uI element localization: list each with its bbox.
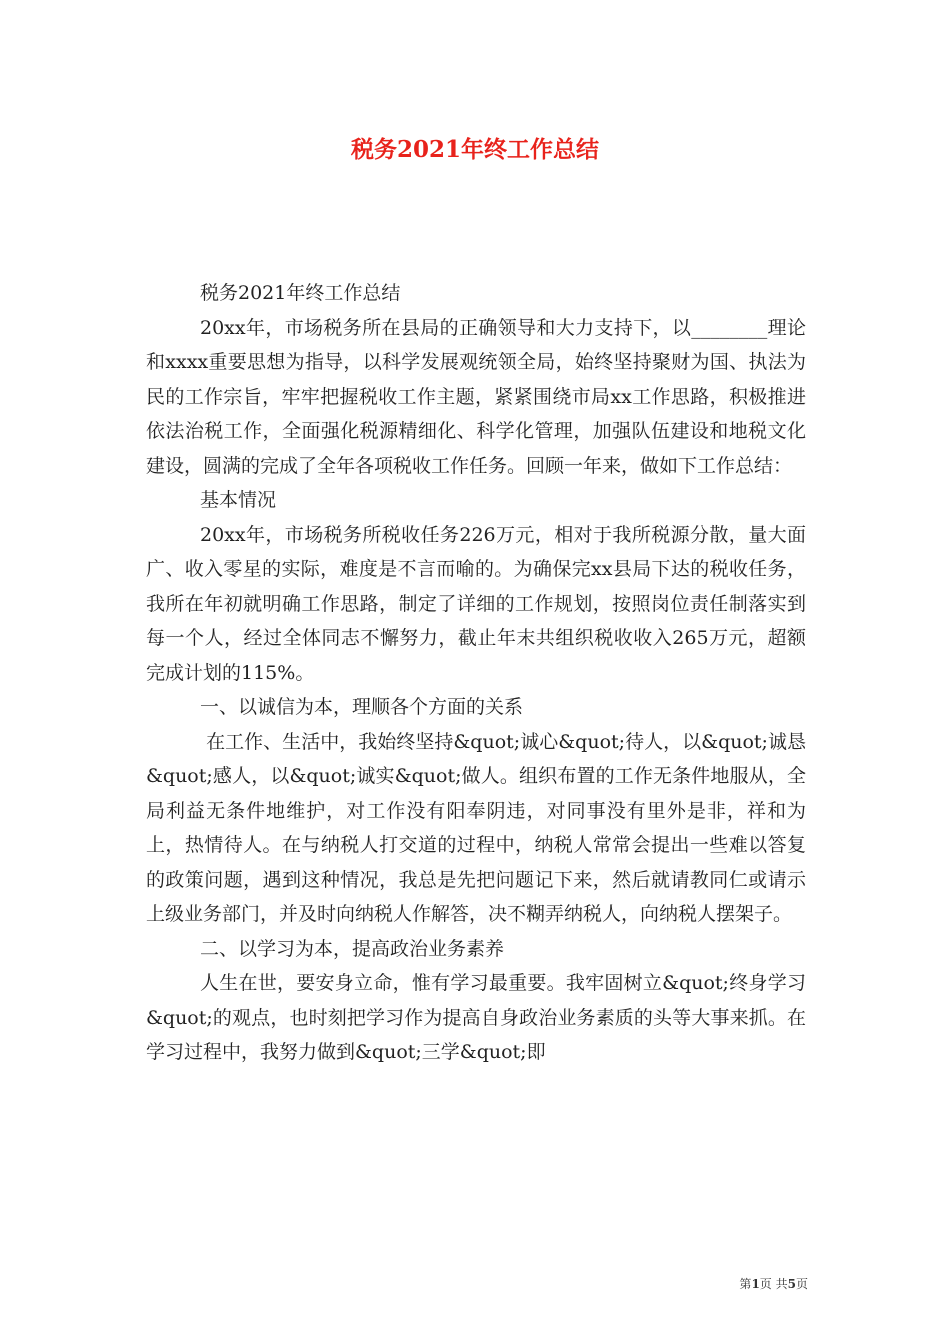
paragraph-heading: 税务2021年终工作总结 — [200, 282, 401, 304]
paragraph-basic-info: 20xx年，市场税务所税收任务226万元，相对于我所税源分散，量大面广、收入零星的实际，难度是不言而喻的。为确保完xx县局下达的税收任务，我所在年初就明确工作思路，制定了详细的工作规划，按照岗位责任制落实到每一个人，经过全体同志不懈努力，截止年末共组织税收收入265万元，超额完成计划的115%。 — [146, 523, 806, 684]
footer-suffix: 页 — [795, 1277, 808, 1291]
footer-page-number: 1 — [751, 1277, 760, 1291]
paragraph-study: 人生在世，要安身立命，惟有学习最重要。我牢固树立&quot;终身学习&quot;的观点，也时刻把学习作为提高自身政治业务素质的头等大事来抓。在学习过程中，我努力做到&quot;三学&quot;即 — [146, 972, 806, 1063]
document-body — [146, 276, 806, 1070]
footer-middle: 页 共 — [759, 1277, 788, 1291]
section-heading-two: 二、以学习为本，提高政治业务素养 — [200, 937, 505, 960]
paragraph-integrity: 在工作、生活中，我始终坚持&quot;诚心&quot;待人，以&quot;诚恳&quot;感人，以&quot;诚实&quot;做人。组织布置的工作无条件地服从，全局利益无条件地维护，对工作没有阳奉阴违，对同事没有里外是非，祥和为上，热情待人。在与纳税人打交道的过程中，纳税人常常会提出一些难以答复的政策问题，遇到这种情况，我总是先把问题记下来，然后就请教同仁或请示上级业务部门，并及时向纳税人作解答，决不糊弄纳税人，向纳税人摆架子。 — [146, 730, 806, 925]
page-number-footer — [690, 1276, 808, 1292]
page-title: 税务2021年终工作总结 — [350, 136, 599, 163]
footer-total-pages: 5 — [787, 1277, 796, 1291]
section-heading-one: 一、以诚信为本，理顺各个方面的关系 — [200, 696, 524, 718]
paragraph-intro: 20xx年，市场税务所在县局的正确领导和大力支持下，以________理论和xxxx重要思想为指导，以科学发展观统领全局，始终坚持聚财为国、执法为民的工作宗旨，牢牢把握税收工作主题，紧紧围绕市局xx工作思路，积极推进依法治税工作，全面强化税源精细化、科学化管理，加强队伍建设和地税文化建设，圆满的完成了全年各项税收工作任务。回顾一年来，做如下工作总结： — [146, 316, 806, 477]
section-heading-basic: 基本情况 — [200, 489, 277, 511]
footer-prefix: 第 — [739, 1277, 752, 1291]
